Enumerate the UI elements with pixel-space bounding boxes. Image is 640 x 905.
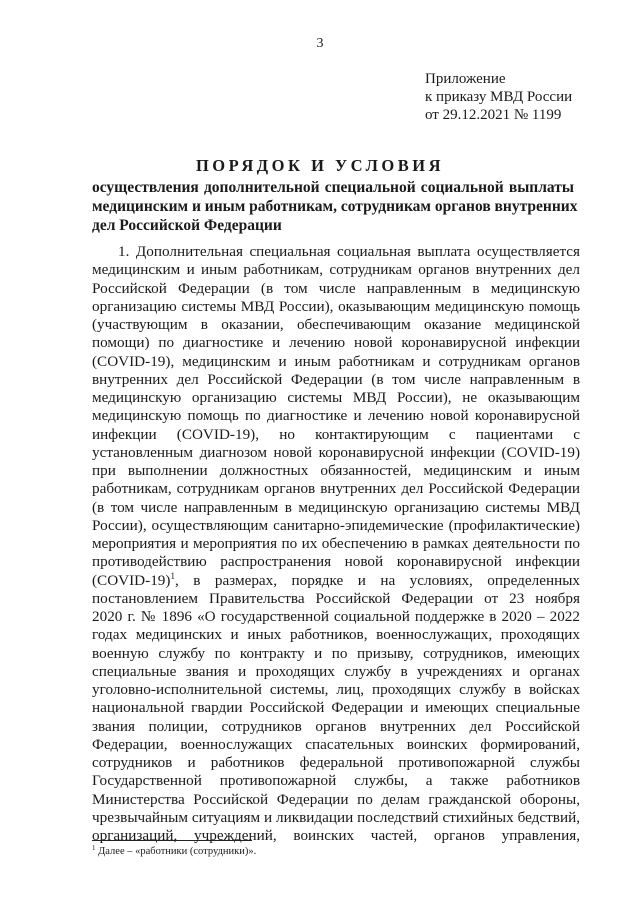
body-line: при выполнении должностных обязанностей, медицинским и иным bbox=[92, 462, 580, 479]
body-line: военную службу по контракту и по призыву, сотрудников, имеющих bbox=[92, 644, 580, 662]
body-line: медицинскую помощь по диагностике и лечению новой коронавирусной bbox=[92, 407, 580, 425]
body-line: (участвующим в оказании, обеспечивающим оказание медицинской bbox=[92, 316, 580, 333]
body-line: установленным диагнозом новой коронавирусной инфекции (COVID-19) bbox=[92, 443, 580, 461]
body-line-with-footnote-ref bbox=[92, 572, 580, 590]
body-line: Государственной противопожарной службы, а также работников bbox=[92, 772, 580, 790]
covid-term: (COVID-19) bbox=[92, 571, 171, 589]
body-line: инфекции (COVID-19), но контактирующим с пациентами с bbox=[92, 425, 580, 443]
body-line: постановлением Правительства Российской Федерации от 23 ноября bbox=[92, 589, 580, 607]
body-line: уголовно-исполнительной системы, лиц, проходящих службу в войсках bbox=[92, 681, 580, 698]
appendix-block bbox=[425, 70, 572, 124]
body-line: чрезвычайным ситуациям и ликвидации последствий стихийных бедствий, bbox=[92, 808, 580, 826]
appendix-line: к приказу МВД России bbox=[425, 89, 573, 105]
body-line: противодействию распространения новой коронавирусной инфекции bbox=[92, 553, 580, 571]
body-line: Министерства Российской Федерации по делам гражданской обороны, bbox=[92, 790, 580, 808]
body-line: 1. Дополнительная специальная социальная выплата осуществляется bbox=[118, 243, 580, 260]
page-number: 3 bbox=[316, 36, 324, 51]
subtitle-line: дел Российской Федерации bbox=[92, 217, 282, 234]
footnote bbox=[92, 846, 256, 857]
body-line: работникам, сотрудникам органов внутренних дел Российской Федерации bbox=[92, 480, 580, 498]
body-text bbox=[92, 243, 580, 845]
appendix-line: Приложение bbox=[425, 71, 506, 87]
footnote-divider bbox=[92, 840, 252, 841]
body-line: России), осуществляющим санитарно-эпидемические (профилактические) bbox=[92, 516, 580, 534]
document-title: ПОРЯДОК И УСЛОВИЯ bbox=[195, 156, 445, 175]
body-line: Федерации, военнослужащих спасательных воинских формирований, bbox=[92, 735, 580, 753]
footnote-text: Далее – «работники (сотрудники)». bbox=[95, 846, 257, 857]
subtitle-line: медицинским и иным работникам, сотрудникам органов внутренних bbox=[92, 198, 578, 215]
body-line: (COVID-19), медицинским и иным работникам и сотрудникам органов bbox=[92, 352, 580, 370]
body-line: сотрудников и работников федеральной противопожарной службы bbox=[92, 754, 580, 771]
footnote-marker: 1 bbox=[92, 844, 96, 852]
body-line: внутренних дел Российской Федерации (в том числе направленным в bbox=[92, 370, 580, 388]
subtitle-line: осуществления дополнительной специальной социальной выплаты bbox=[92, 179, 574, 196]
body-line: 2020 г. № 1896 «О государственной социальной поддержке в 2020 – 2022 bbox=[92, 608, 580, 625]
body-line: звания полиции, сотрудников органов внутренних дел Российской bbox=[92, 717, 580, 735]
body-line: специальные звания и проходящих службу в учреждениях и органах bbox=[92, 662, 580, 680]
appendix-line: от 29.12.2021 № 1199 bbox=[425, 107, 562, 123]
document-subtitle bbox=[92, 178, 578, 235]
body-line: организаций, учреждений, воинских частей, органов управления, bbox=[92, 827, 580, 844]
body-line: мероприятия и мероприятия по их обеспечению в рамках деятельности по bbox=[92, 535, 580, 552]
body-line: помощи) по диагностике и лечению новой коронавирусной инфекции bbox=[92, 334, 580, 352]
body-line: годах медицинских и иных работников, военнослужащих, проходящих bbox=[92, 626, 580, 644]
body-line: национальной гвардии Российской Федерации и имеющих специальные bbox=[92, 699, 580, 717]
body-line: (в том числе направленным в медицинскую организацию системы МВД bbox=[92, 498, 580, 516]
body-line: медицинским и иным работникам, сотрудникам органов внутренних дел bbox=[92, 261, 580, 279]
body-line: организацию системы МВД России), оказывающим медицинскую помощь bbox=[92, 297, 580, 315]
body-line: Российской Федерации (в том числе направленным в медицинскую bbox=[92, 279, 580, 297]
body-line: медицинскую организацию системы МВД России), не оказывающим bbox=[92, 389, 580, 406]
footnote-reference: 1 bbox=[170, 570, 175, 581]
covid-line-tail: , в размерах, порядке и на условиях, определенных bbox=[174, 571, 580, 589]
